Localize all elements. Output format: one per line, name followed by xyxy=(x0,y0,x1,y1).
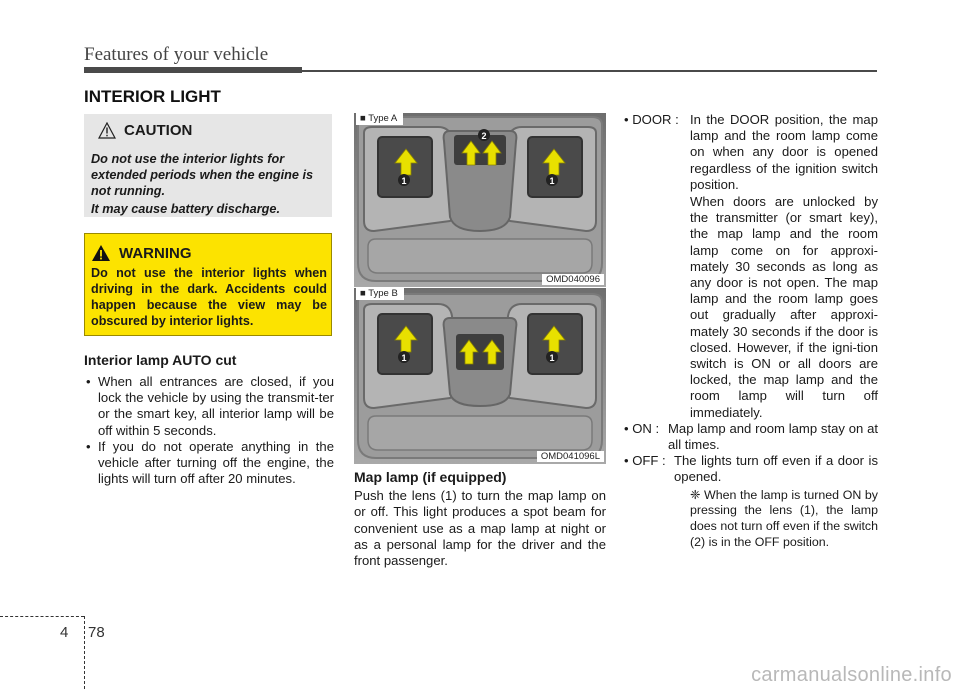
caution-title: CAUTION xyxy=(124,122,193,139)
warning-title: WARNING xyxy=(119,244,192,262)
overhead-console-illustration xyxy=(354,113,606,287)
off-note: ❈ When the lamp is turned ON by pressing the lens (1), the lamp does not turn off even if the switch (2) is in the OFF position. xyxy=(690,487,878,550)
caution-triangle-icon xyxy=(98,122,116,139)
callout-label: 1 xyxy=(549,176,555,186)
type-label-text: Type A xyxy=(368,113,398,124)
caution-line: It may cause battery discharge. xyxy=(91,202,280,216)
figure-type-a xyxy=(354,113,606,287)
auto-cut-list xyxy=(84,374,334,487)
figure-code: OMD041096L xyxy=(537,451,604,462)
on-term: • ON : xyxy=(624,420,660,436)
figure-type-b xyxy=(354,288,606,464)
switch-positions xyxy=(624,112,878,551)
figure-type-label: ■ Type A xyxy=(356,113,403,125)
off-definition xyxy=(624,453,878,485)
figure-code: OMD040096 xyxy=(542,274,604,285)
map-lamp-text: Push the lens (1) to turn the map lamp on or off. This light produces a spot beam for convenient use as a map lamp at night or as a personal lamp for the driver and the front passenger. xyxy=(354,488,606,569)
footer-rule xyxy=(0,616,84,617)
page-header-title: Features of your vehicle xyxy=(84,44,269,65)
caution-line: Do not use the interior lights for extended periods when the engine is not running. xyxy=(91,152,314,198)
map-lamp-title: Map lamp (if equipped) xyxy=(354,469,507,485)
warning-box xyxy=(84,233,332,336)
figure-type-label: ■ Type B xyxy=(356,288,404,300)
on-definition xyxy=(624,421,878,453)
door-paragraph: When doors are unlocked by the transmitter (or smart key), the map lamp and the room lamp come on for approxi-mately 30 seconds as long as any door is not open. The map lamp and the room lamp goes out gradually after approxi-mately 30 seconds if the door is closed. However, if the igni-tion switch is ON or all doors are locked, the map lamp and the room lamp will turn off immediately. xyxy=(690,194,878,420)
callout-label: 1 xyxy=(401,176,407,186)
door-definition xyxy=(624,112,878,421)
warning-header xyxy=(91,244,192,262)
on-desc: Map lamp and room lamp stay on at all times. xyxy=(668,420,878,453)
footer-divider xyxy=(84,616,85,689)
overhead-console-illustration xyxy=(354,288,606,464)
auto-cut-title: Interior lamp AUTO cut xyxy=(84,352,237,368)
watermark: carmanualsonline.info xyxy=(751,664,952,686)
list-item: • When all entrances are closed, if you lock the vehicle by using the transmit-ter or the smart key, all interior lamp will be off within 5 seconds. xyxy=(84,374,334,439)
warning-body: Do not use the interior lights when driving in the dark. Accidents could happen because the view may be obscured by interior lights. xyxy=(91,266,327,328)
caution-body xyxy=(91,151,327,219)
header-rule xyxy=(84,70,877,72)
type-label-text: Type B xyxy=(368,288,398,299)
off-term: • OFF : xyxy=(624,453,666,469)
door-desc: In the DOOR position, the map lamp and the room lamp come on when any door is opened regardless of the ignition switch position. xyxy=(690,112,878,192)
door-row xyxy=(624,112,878,193)
callout-label: 1 xyxy=(549,353,555,363)
section-number: 4 xyxy=(60,624,69,641)
caution-box xyxy=(84,114,332,217)
caution-header xyxy=(98,122,192,139)
section-title: INTERIOR LIGHT xyxy=(84,87,221,106)
list-item: • If you do not operate anything in the vehicle after turning off the engine, the lights will turn off after 20 minutes. xyxy=(84,439,334,488)
off-desc: The lights turn off even if a door is opened. xyxy=(674,453,878,485)
page-number: 78 xyxy=(88,624,105,641)
door-term: • DOOR : xyxy=(624,112,679,127)
callout-label: 1 xyxy=(401,353,407,363)
callout-label: 2 xyxy=(481,131,487,141)
warning-triangle-icon xyxy=(91,244,111,262)
